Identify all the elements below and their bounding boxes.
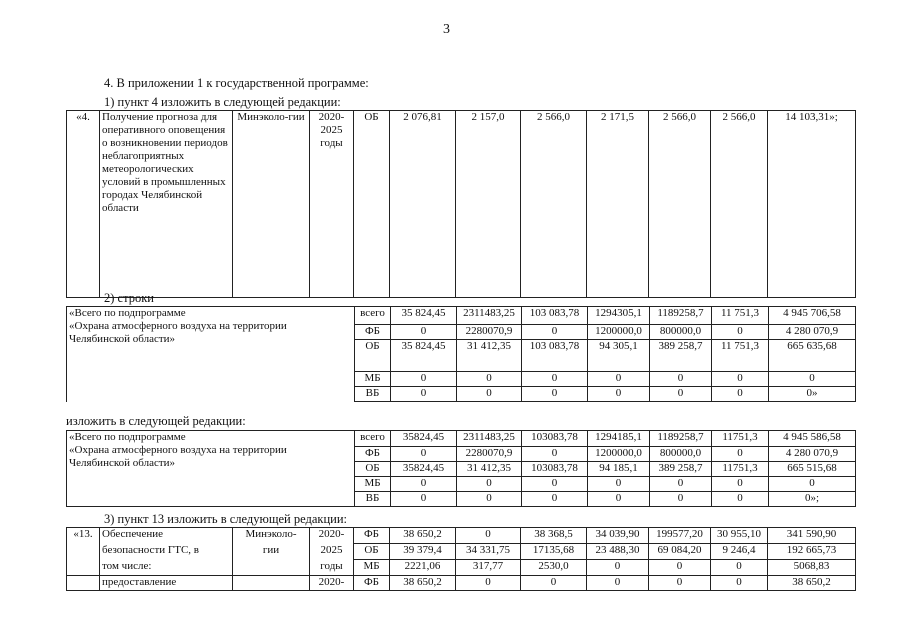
value-cell: 0 bbox=[711, 576, 768, 591]
value-cell: 11 751,3 bbox=[712, 307, 769, 325]
section-heading: 4. В приложении 1 к государственной программе: bbox=[104, 76, 369, 90]
value-cell: 103 083,78 bbox=[522, 340, 588, 372]
value-cell: 2 157,0 bbox=[456, 111, 521, 298]
value-cell: 2280070,9 bbox=[457, 447, 522, 462]
subprogram-label bbox=[67, 431, 355, 507]
item-executor: Минэколо- bbox=[233, 528, 310, 544]
value-cell: 0 bbox=[712, 387, 769, 402]
value-cell: 0 bbox=[522, 325, 588, 340]
subprogram-label-line: «Охрана атмосферного воздуха на территории bbox=[69, 320, 287, 332]
value-cell: 199577,20 bbox=[649, 528, 711, 544]
value-cell-total: 0»; bbox=[769, 492, 856, 507]
table-item-4 bbox=[66, 110, 856, 298]
source-cell: ОБ bbox=[354, 544, 390, 560]
value-cell: 800000,0 bbox=[650, 325, 712, 340]
empty-cell bbox=[67, 576, 100, 591]
value-cell: 0 bbox=[649, 560, 711, 576]
value-cell: 2311483,25 bbox=[457, 307, 522, 325]
value-cell: 2 566,0 bbox=[649, 111, 711, 298]
value-cell: 11 751,3 bbox=[712, 340, 769, 372]
value-cell: 35 824,45 bbox=[391, 340, 457, 372]
value-cell-total: 665 635,68 bbox=[769, 340, 856, 372]
table-new-totals bbox=[66, 430, 856, 507]
subprogram-label-line: «Всего по подпрограмме bbox=[69, 307, 186, 319]
value-cell: 38 650,2 bbox=[390, 528, 456, 544]
page-number: 3 bbox=[443, 22, 450, 37]
value-cell: 0 bbox=[457, 372, 522, 387]
subprogram-label-line: Челябинской области» bbox=[69, 333, 176, 345]
value-cell-total: 0» bbox=[769, 387, 856, 402]
value-cell: 0 bbox=[650, 492, 712, 507]
source-cell: МБ bbox=[354, 560, 390, 576]
source-cell: всего bbox=[355, 307, 391, 325]
value-cell: 1294185,1 bbox=[588, 431, 650, 447]
value-cell: 31 412,35 bbox=[457, 462, 522, 477]
value-cell: 2221,06 bbox=[390, 560, 456, 576]
item-number: «13. bbox=[67, 528, 100, 544]
value-cell: 0 bbox=[588, 477, 650, 492]
value-cell: 1200000,0 bbox=[588, 325, 650, 340]
source-cell: МБ bbox=[355, 372, 391, 387]
value-cell: 35824,45 bbox=[391, 431, 457, 447]
value-cell: 0 bbox=[650, 372, 712, 387]
value-cell: 11751,3 bbox=[712, 431, 769, 447]
value-cell: 35824,45 bbox=[391, 462, 457, 477]
value-cell: 0 bbox=[587, 560, 649, 576]
item-number: «4. bbox=[67, 111, 100, 298]
value-cell: 0 bbox=[712, 477, 769, 492]
source-cell: ВБ bbox=[355, 492, 391, 507]
value-cell: 0 bbox=[588, 492, 650, 507]
paragraph-4: 3) пункт 13 изложить в следующей редакции: bbox=[104, 512, 347, 526]
item-name: предоставление bbox=[100, 576, 233, 591]
empty-cell bbox=[233, 560, 310, 576]
value-cell: 0 bbox=[650, 387, 712, 402]
source-cell: ОБ bbox=[355, 462, 391, 477]
value-cell-total: 192 665,73 bbox=[768, 544, 856, 560]
value-cell: 389 258,7 bbox=[650, 462, 712, 477]
value-cell: 35 824,45 bbox=[391, 307, 457, 325]
value-cell: 0 bbox=[522, 447, 588, 462]
value-cell: 103 083,78 bbox=[522, 307, 588, 325]
value-cell: 2311483,25 bbox=[457, 431, 522, 447]
item-name: безопасности ГТС, в bbox=[100, 544, 233, 560]
value-cell: 1189258,7 bbox=[650, 431, 712, 447]
empty-cell bbox=[233, 576, 310, 591]
item-executor: гии bbox=[233, 544, 310, 560]
value-cell: 9 246,4 bbox=[711, 544, 768, 560]
source-cell: ФБ bbox=[355, 447, 391, 462]
source-cell: ВБ bbox=[355, 387, 391, 402]
source-cell: ФБ bbox=[355, 325, 391, 340]
value-cell: 0 bbox=[457, 477, 522, 492]
item-years: 2020-2025 годы bbox=[310, 111, 354, 298]
value-cell: 103083,78 bbox=[522, 431, 588, 447]
value-cell: 0 bbox=[456, 576, 521, 591]
value-cell: 0 bbox=[712, 372, 769, 387]
subprogram-label-line: Челябинской области» bbox=[69, 457, 176, 469]
table-original-totals bbox=[66, 306, 856, 402]
source-cell: ОБ bbox=[355, 340, 391, 372]
value-cell-total: 4 280 070,9 bbox=[769, 447, 856, 462]
item-name: том числе: bbox=[100, 560, 233, 576]
value-cell: 0 bbox=[391, 492, 457, 507]
item-years: 2020- bbox=[310, 528, 354, 544]
value-cell: 317,77 bbox=[456, 560, 521, 576]
value-cell-total: 38 650,2 bbox=[768, 576, 856, 591]
item-years: годы bbox=[310, 560, 354, 576]
value-cell: 2 076,81 bbox=[390, 111, 456, 298]
value-cell: 1200000,0 bbox=[588, 447, 650, 462]
paragraph-3: изложить в следующей редакции: bbox=[66, 414, 246, 428]
value-cell: 38 650,2 bbox=[390, 576, 456, 591]
source-cell: всего bbox=[355, 431, 391, 447]
value-cell: 0 bbox=[391, 372, 457, 387]
item-name: Получение прогноза для оперативного оповещения о возникновении периодов неблагоприятных метеорологических условий в промышленных городах Челябинской области bbox=[100, 111, 233, 298]
value-cell: 0 bbox=[457, 387, 522, 402]
item-name: Обеспечение bbox=[100, 528, 233, 544]
value-cell: 30 955,10 bbox=[711, 528, 768, 544]
table-item-13 bbox=[66, 527, 856, 591]
value-cell: 34 039,90 bbox=[587, 528, 649, 544]
value-cell: 94 305,1 bbox=[588, 340, 650, 372]
source-cell: ФБ bbox=[354, 576, 390, 591]
value-cell: 38 368,5 bbox=[521, 528, 587, 544]
item-years: 2020- bbox=[310, 576, 354, 591]
value-cell: 94 185,1 bbox=[588, 462, 650, 477]
value-cell: 0 bbox=[711, 560, 768, 576]
subprogram-label bbox=[67, 307, 355, 402]
value-cell: 0 bbox=[712, 325, 769, 340]
value-cell: 2 566,0 bbox=[711, 111, 768, 298]
value-cell: 31 412,35 bbox=[457, 340, 522, 372]
value-cell-total: 5068,83 bbox=[768, 560, 856, 576]
subprogram-label-line: «Охрана атмосферного воздуха на территории bbox=[69, 444, 287, 456]
value-cell: 0 bbox=[649, 576, 711, 591]
value-cell: 2 566,0 bbox=[521, 111, 587, 298]
value-cell: 0 bbox=[522, 387, 588, 402]
subprogram-label-line: «Всего по подпрограмме bbox=[69, 431, 186, 443]
value-cell: 17135,68 bbox=[521, 544, 587, 560]
value-cell: 0 bbox=[391, 447, 457, 462]
value-cell: 2280070,9 bbox=[457, 325, 522, 340]
value-cell: 0 bbox=[522, 492, 588, 507]
value-cell: 0 bbox=[456, 528, 521, 544]
value-cell: 0 bbox=[712, 492, 769, 507]
value-cell: 0 bbox=[391, 477, 457, 492]
value-cell: 39 379,4 bbox=[390, 544, 456, 560]
value-cell: 69 084,20 bbox=[649, 544, 711, 560]
value-cell: 1189258,7 bbox=[650, 307, 712, 325]
item-executor: Минэколо-гии bbox=[233, 111, 310, 298]
value-cell: 0 bbox=[712, 447, 769, 462]
value-cell: 0 bbox=[588, 387, 650, 402]
value-cell-total: 14 103,31»; bbox=[768, 111, 856, 298]
item-source: ОБ bbox=[354, 111, 390, 298]
value-cell-total: 4 945 706,58 bbox=[769, 307, 856, 325]
value-cell: 0 bbox=[588, 372, 650, 387]
paragraph-1: 1) пункт 4 изложить в следующей редакции: bbox=[104, 95, 341, 109]
value-cell: 0 bbox=[391, 387, 457, 402]
source-cell: ФБ bbox=[354, 528, 390, 544]
value-cell: 0 bbox=[650, 477, 712, 492]
value-cell-total: 0 bbox=[769, 477, 856, 492]
value-cell: 800000,0 bbox=[650, 447, 712, 462]
value-cell: 11751,3 bbox=[712, 462, 769, 477]
empty-cell bbox=[67, 560, 100, 576]
value-cell-total: 4 280 070,9 bbox=[769, 325, 856, 340]
value-cell: 389 258,7 bbox=[650, 340, 712, 372]
value-cell: 0 bbox=[521, 576, 587, 591]
source-cell: МБ bbox=[355, 477, 391, 492]
value-cell: 103083,78 bbox=[522, 462, 588, 477]
value-cell: 2530,0 bbox=[521, 560, 587, 576]
paragraph-2: 2) строки bbox=[104, 291, 154, 305]
value-cell: 34 331,75 bbox=[456, 544, 521, 560]
value-cell: 23 488,30 bbox=[587, 544, 649, 560]
value-cell: 2 171,5 bbox=[587, 111, 649, 298]
value-cell-total: 0 bbox=[769, 372, 856, 387]
empty-cell bbox=[67, 544, 100, 560]
value-cell: 0 bbox=[457, 492, 522, 507]
value-cell: 0 bbox=[587, 576, 649, 591]
value-cell-total: 665 515,68 bbox=[769, 462, 856, 477]
item-years: 2025 bbox=[310, 544, 354, 560]
value-cell: 0 bbox=[391, 325, 457, 340]
value-cell: 0 bbox=[522, 477, 588, 492]
value-cell-total: 4 945 586,58 bbox=[769, 431, 856, 447]
value-cell: 0 bbox=[522, 372, 588, 387]
value-cell-total: 341 590,90 bbox=[768, 528, 856, 544]
value-cell: 1294305,1 bbox=[588, 307, 650, 325]
